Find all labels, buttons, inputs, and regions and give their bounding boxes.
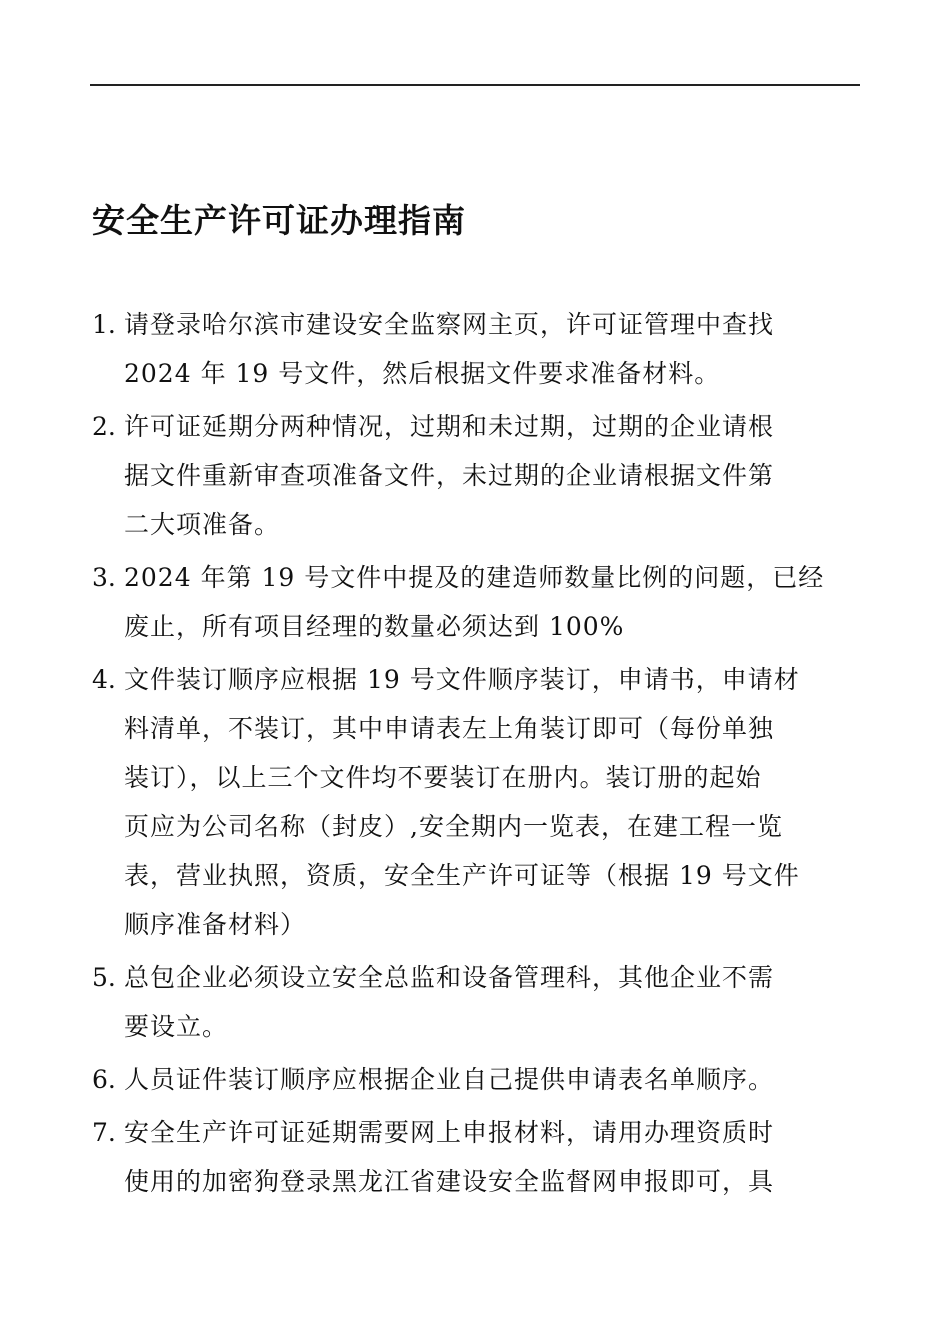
- item-line: 废止，所有项目经理的数量必须达到 100%: [124, 612, 625, 641]
- item-line: 请登录哈尔滨市建设安全监察网主页，许可证管理中查找: [124, 310, 775, 339]
- item-number: 3.: [92, 563, 116, 592]
- item-line: 表，营业执照，资质，安全生产许可证等（根据 19 号文件: [124, 861, 800, 890]
- item-number: 7.: [92, 1118, 116, 1147]
- item-text: [124, 953, 862, 1051]
- item-text: [124, 300, 862, 398]
- item-line: 安全生产许可证延期需要网上申报材料，请用办理资质时: [124, 1118, 775, 1147]
- item-number: 2.: [92, 412, 116, 441]
- list-item: [92, 1055, 862, 1104]
- list-item: [92, 655, 862, 949]
- item-text: [124, 1055, 862, 1104]
- item-line: 据文件重新审查项准备文件，未过期的企业请根据文件第: [124, 461, 775, 490]
- item-line: 装订），以上三个文件均不要装订在册内。装订册的起始: [124, 763, 762, 792]
- list-item: [92, 953, 862, 1051]
- list-item: [92, 1108, 862, 1206]
- item-line: 2024 年 19 号文件，然后根据文件要求准备材料。: [124, 359, 721, 388]
- item-number: 6.: [92, 1065, 116, 1094]
- header-rule: [90, 84, 860, 86]
- item-line: 2024 年第 19 号文件中提及的建造师数量比例的问题，已经: [124, 563, 825, 592]
- item-text: [124, 655, 862, 949]
- item-text: [124, 553, 862, 651]
- item-number: 4.: [92, 665, 116, 694]
- item-line: 页应为公司名称（封皮）,安全期内一览表，在建工程一览: [124, 812, 783, 841]
- item-line: 二大项准备。: [124, 510, 281, 539]
- item-line: 许可证延期分两种情况，过期和未过期，过期的企业请根: [124, 412, 775, 441]
- item-line: 顺序准备材料）: [124, 910, 307, 939]
- list-item: [92, 402, 862, 549]
- item-line: 总包企业必须设立安全总监和设备管理科，其他企业不需: [124, 963, 775, 992]
- item-line: 文件装订顺序应根据 19 号文件顺序装订，申请书，申请材: [124, 665, 800, 694]
- guide-item-list: [92, 300, 862, 1210]
- item-number: 5.: [92, 963, 116, 992]
- list-item: [92, 553, 862, 651]
- list-item: [92, 300, 862, 398]
- page-title: 安全生产许可证办理指南: [92, 201, 466, 240]
- item-text: [124, 402, 862, 549]
- item-line: 料清单，不装订，其中申请表左上角装订即可（每份单独: [124, 714, 775, 743]
- item-line: 人员证件装订顺序应根据企业自己提供申请表名单顺序。: [124, 1065, 775, 1094]
- item-line: 要设立。: [124, 1012, 229, 1041]
- item-text: [124, 1108, 862, 1206]
- item-line: 使用的加密狗登录黑龙江省建设安全监督网申报即可，具: [124, 1167, 775, 1196]
- item-number: 1.: [92, 310, 116, 339]
